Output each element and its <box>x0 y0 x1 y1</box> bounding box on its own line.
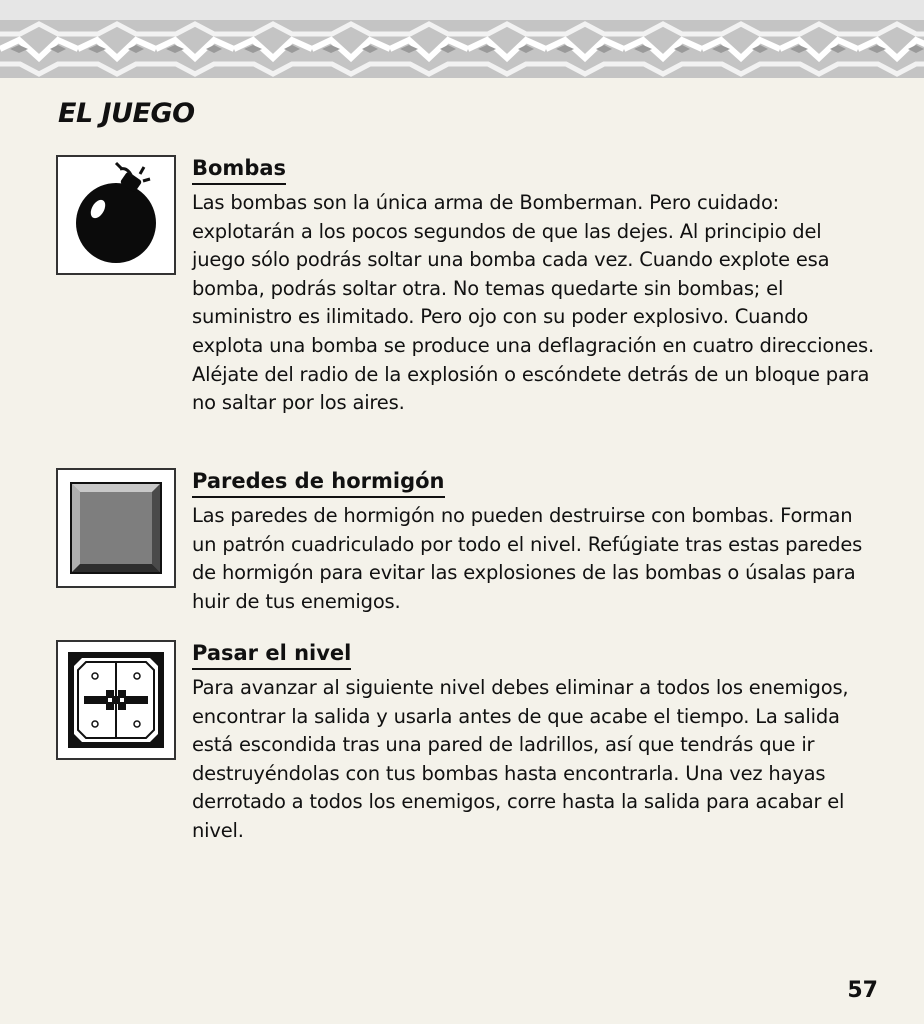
concrete-block-icon <box>58 470 174 586</box>
top-strip <box>0 0 924 20</box>
section-title: EL JUEGO <box>58 98 195 129</box>
page-number: 57 <box>847 978 878 1003</box>
bomb-icon-box <box>56 155 176 275</box>
decorative-border-band <box>0 20 924 78</box>
entry-body: Las paredes de hormigón no pueden destruirse con bombas. Forman un patrón cuadriculado por todo el nivel. Refúgiate tras estas paredes de hormigón para evitar las explosiones de las bombas o úsalas para huir de tus enemigos. <box>192 504 863 613</box>
entry-heading: Bombas <box>192 155 286 185</box>
entry-heading: Paredes de hormigón <box>192 468 445 498</box>
entry-body: Las bombas son la única arma de Bomberman. Pero cuidado: explotarán a los pocos segundos de que las dejes. Al principio del juego sólo podrás soltar una bomba cada vez. Cuando explote esa bomba, podrás soltar otra. No temas quedarte sin bombas; el suministro es ilimitado. Pero ojo con su poder explosivo. Cuando explota una bomba se produce una deflagración en cuatro direcciones. Aléjate del radio de la explosión o escóndete detrás de un bloque para no saltar por los aires. <box>192 191 874 415</box>
bomb-icon <box>58 157 174 273</box>
zigzag-pattern-icon <box>0 20 924 78</box>
exit-door-icon-box <box>56 640 176 760</box>
entry-body: Para avanzar al siguiente nivel debes eliminar a todos los enemigos, encontrar la salida y usarla antes de que acabe el tiempo. La salida está escondida tras una pared de ladrillos, así que tendrás que ir destruyéndolas con tus bombas hasta encontrarla. Una vez hayas derrotado a todos los enemigos, corre hasta la salida para acabar el nivel. <box>192 676 849 842</box>
entry-heading: Pasar el nivel <box>192 640 351 670</box>
concrete-block-icon-box <box>56 468 176 588</box>
exit-door-icon <box>58 642 174 758</box>
